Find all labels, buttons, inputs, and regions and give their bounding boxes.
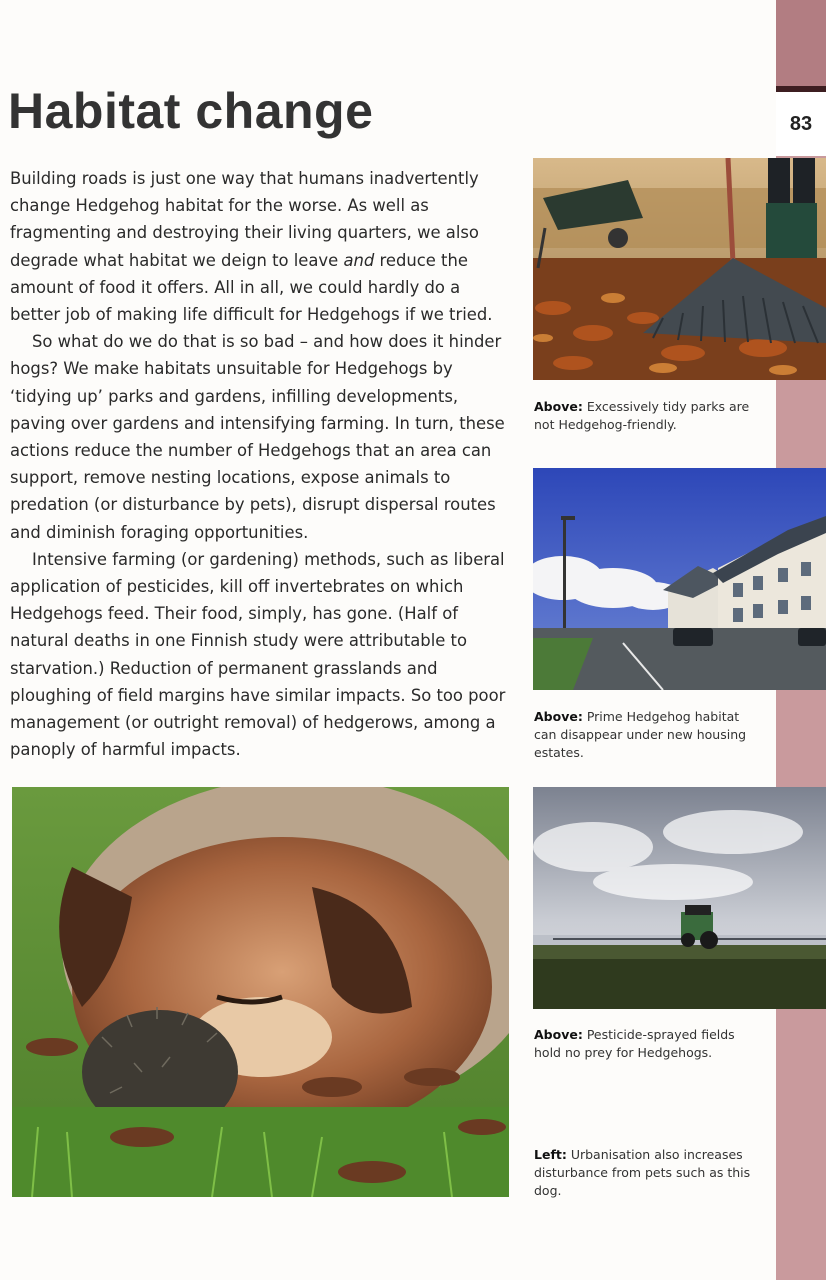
paragraph-2: So what do we do that is so bad – and how does it hinder hogs? We make habitats unsuitable for Hedgehogs by ‘tidying up’ parks and gardens, infilling developments, paving over gardens and intensifying farming. In turn, these actions reduce the number of Hedgehogs that an area can support, remove nesting locations, expose animals to predation (or disturbance by pets), disrupt dispersal routes and diminish foraging opportunities. xyxy=(10,332,505,542)
page-title: Habitat change xyxy=(8,83,374,139)
caption-rake-leaves: Above: Excessively tidy parks are not Hedgehog-friendly. xyxy=(534,399,750,432)
photo-housing-estate xyxy=(533,468,826,690)
emphasis-and: and xyxy=(343,250,375,270)
caption-sprayed-field: Above: Pesticide-sprayed fields hold no prey for Hedgehogs. xyxy=(534,1027,735,1060)
photo-sprayed-field xyxy=(533,787,826,1009)
paragraph-3: Intensive farming (or gardening) methods, such as liberal application of pesticides, kill off invertebrates on which Hedgehogs feed. Their food, simply, has gone. (Half of natural deaths in one Finnish study were attributable to starvation.) Reduction of permanent grasslands and ploughing of field margins have similar impacts. So too poor management (or outright removal) of hedgerows, among a panoply of harmful impacts. xyxy=(10,549,506,760)
page-number: 83 xyxy=(776,92,826,156)
body-text xyxy=(10,165,510,763)
photo-rake-leaves xyxy=(533,158,826,380)
photo-dog-hedgehog xyxy=(12,787,509,1197)
caption-dog-hedgehog: Left: Urbanisation also increases disturbance from pets such as this dog. xyxy=(534,1147,751,1198)
paragraph-1: Building roads is just one way that humans inadvertently change Hedgehog habitat for the worse. As well as fragmenting and destroying their living quarters, we also degrade what habitat we deign to leave and reduce the amount of food it offers. All in all, we could hardly do a better job of making life difficult for Hedgehogs if we tried. xyxy=(10,169,493,325)
caption-housing-estate: Above: Prime Hedgehog habitat can disappear under new housing estates. xyxy=(534,709,747,760)
side-strip-top-block xyxy=(776,0,826,86)
